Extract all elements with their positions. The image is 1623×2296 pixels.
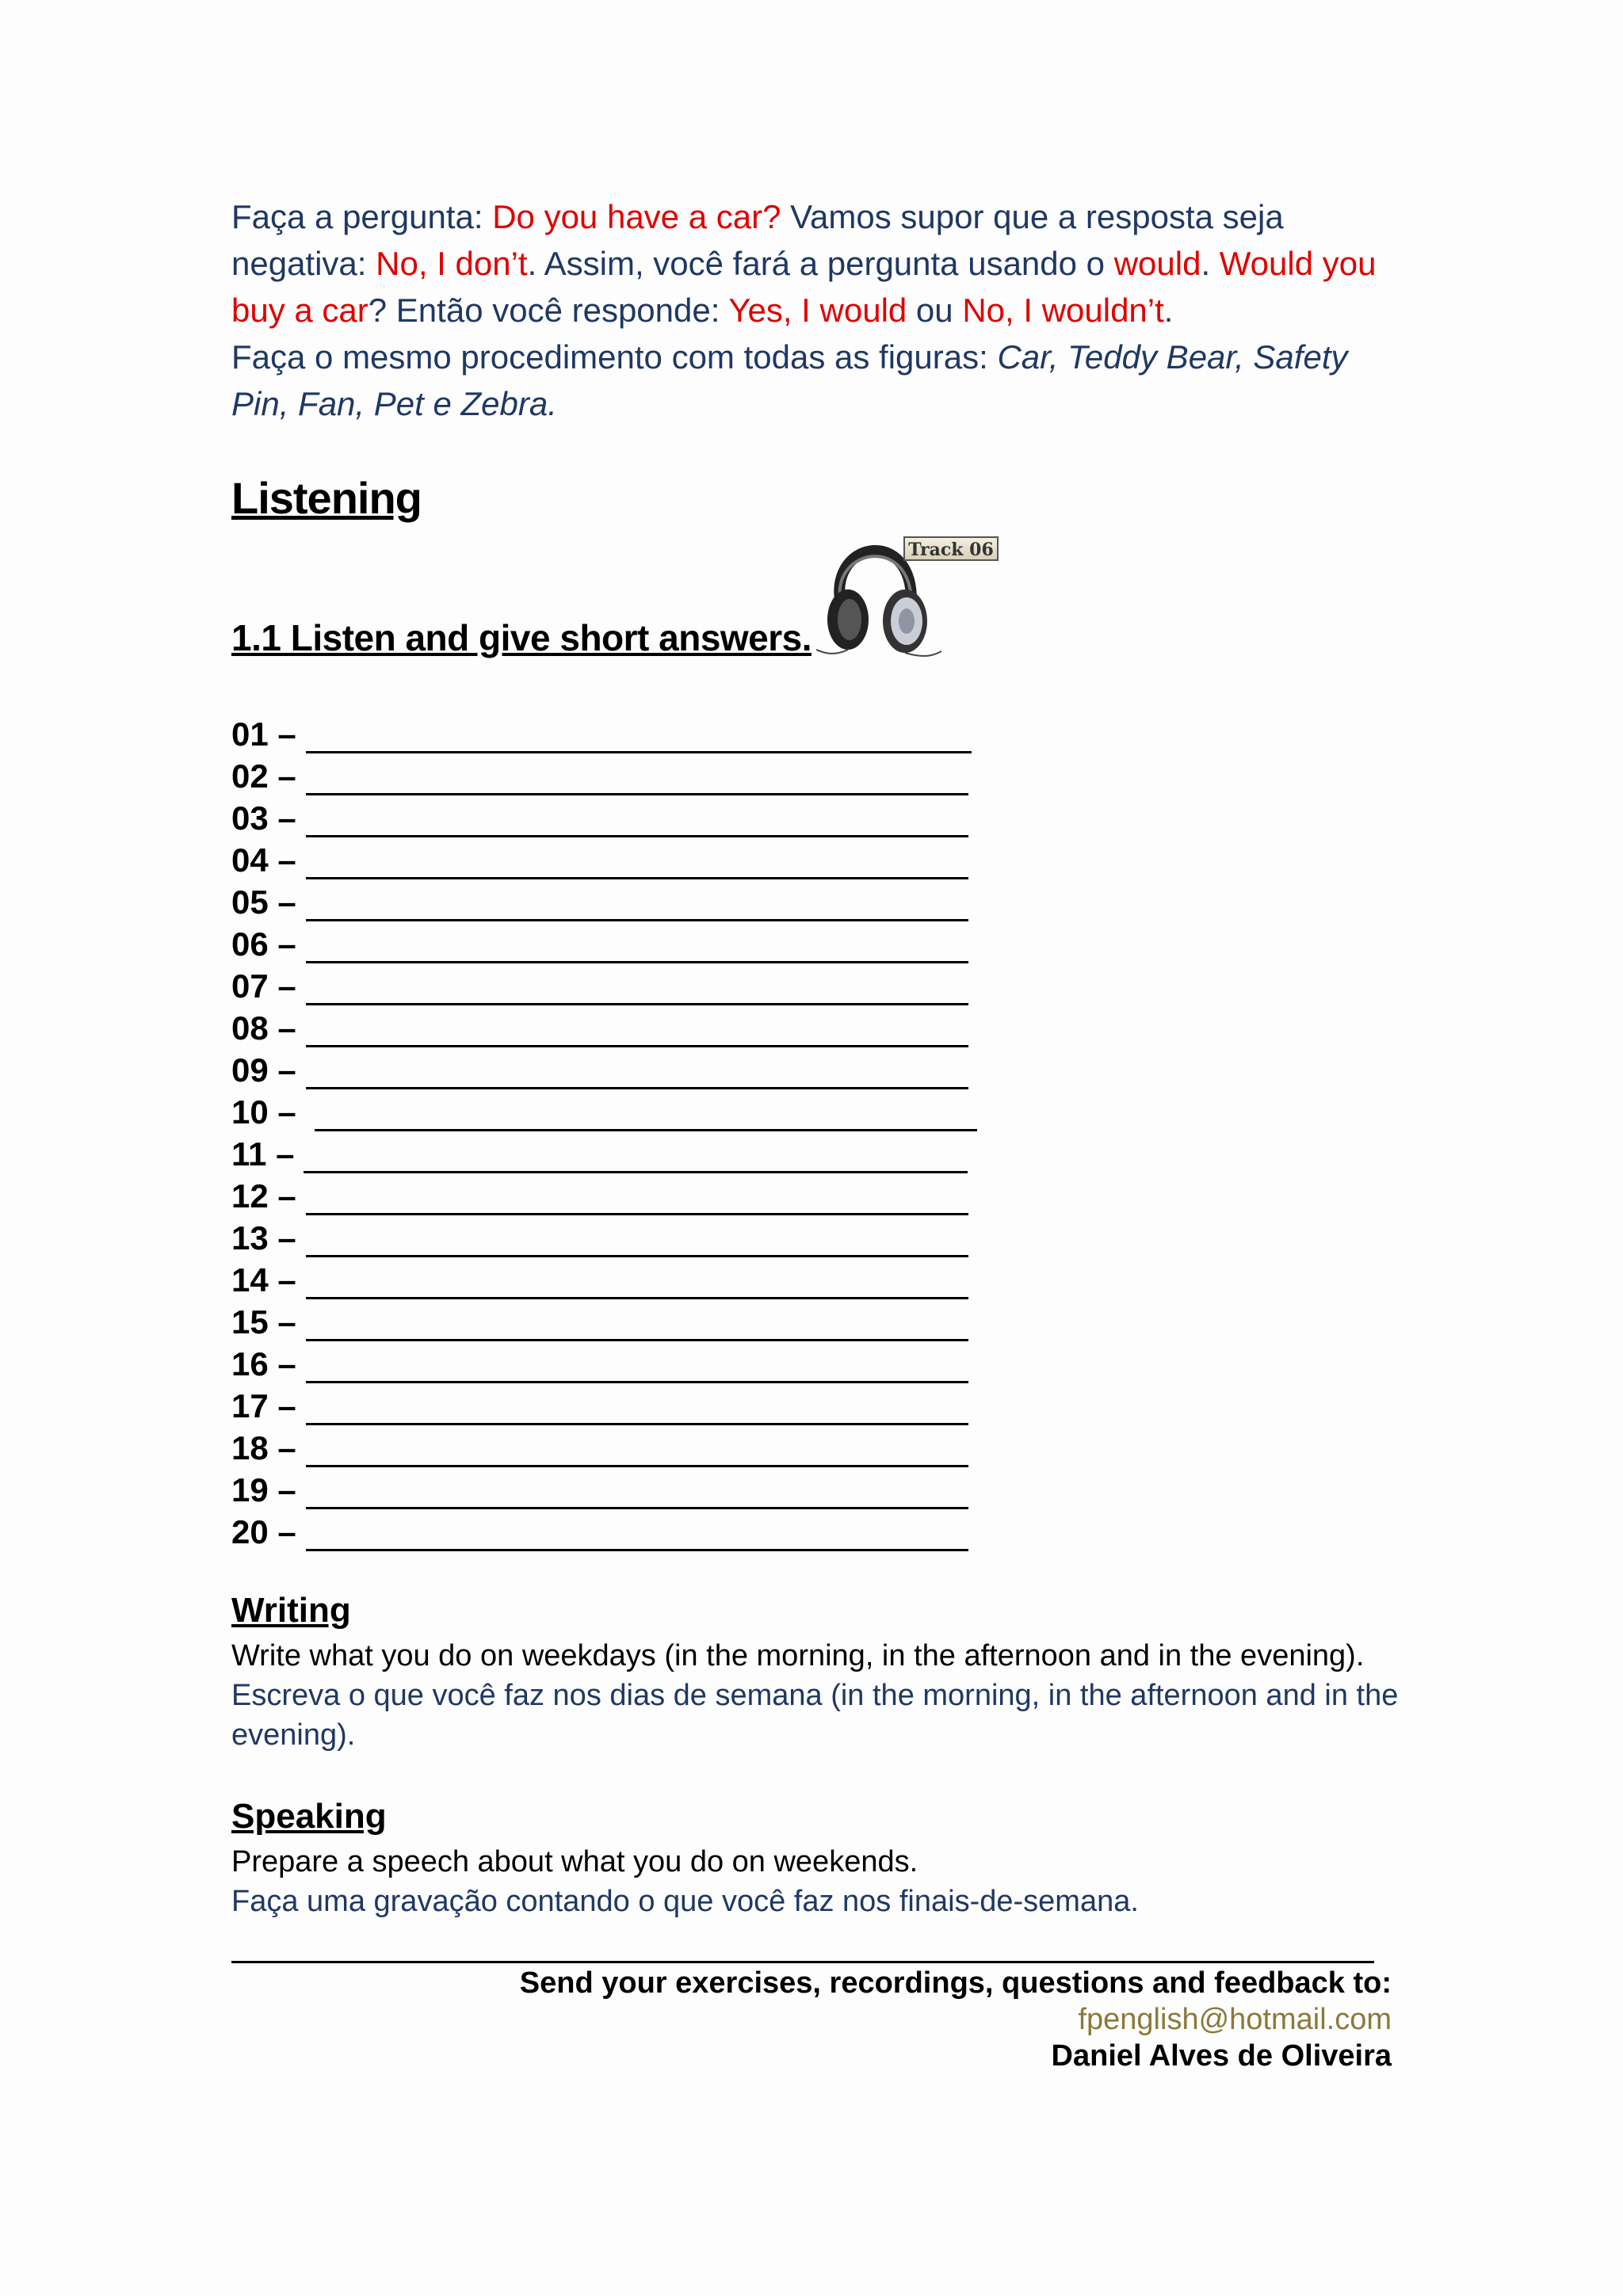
answer-number: 17 – — [231, 1387, 296, 1425]
answer-item — [231, 1467, 984, 1509]
section-heading-listening: Listening — [231, 473, 422, 523]
answer-list — [231, 711, 984, 1551]
answer-item — [231, 1299, 984, 1341]
answer-number: 09 – — [231, 1051, 296, 1089]
answer-blank[interactable] — [306, 1015, 968, 1047]
answer-number: 04 – — [231, 841, 296, 879]
answer-number: 08 – — [231, 1009, 296, 1047]
answer-blank[interactable] — [306, 1519, 968, 1551]
answer-blank[interactable] — [306, 1435, 968, 1467]
answer-item — [231, 1425, 984, 1467]
answer-number: 15 – — [231, 1303, 296, 1341]
answer-number: 02 – — [231, 757, 296, 795]
answer-number: 19 – — [231, 1471, 296, 1508]
answer-blank[interactable] — [306, 1351, 968, 1383]
exercise-title: 1.1 Listen and give short answers. — [231, 617, 812, 658]
answer-item — [231, 1257, 984, 1299]
instruction-text: ou — [907, 292, 963, 329]
writing-instruction-en: Write what you do on weekdays (in the morning, in the afternoon and in the evening). — [231, 1639, 1365, 1672]
instruction-text: ? Então você responde: — [368, 292, 729, 329]
answer-number: 03 – — [231, 799, 296, 837]
example-answer-yes: Yes, I would — [728, 292, 907, 329]
answer-blank[interactable] — [306, 1183, 968, 1215]
instruction-text: Faça o mesmo procedimento com todas as figuras: — [231, 338, 998, 376]
answer-item — [231, 921, 984, 963]
answer-number: 16 – — [231, 1345, 296, 1383]
answer-number: 01 – — [231, 715, 296, 753]
answer-item — [231, 1089, 984, 1131]
instruction-text: . — [1201, 245, 1220, 282]
answer-blank[interactable] — [306, 721, 972, 753]
answer-blank[interactable] — [306, 931, 968, 963]
instruction-text: . Assim, você fará a pergunta usando o — [527, 245, 1114, 282]
track-label: Track 06 — [903, 536, 999, 561]
answer-blank[interactable] — [315, 1099, 977, 1131]
answer-item — [231, 795, 984, 837]
answer-number: 10 – — [231, 1093, 306, 1131]
answer-number: 12 – — [231, 1177, 296, 1215]
instruction-text: Vamos supor que a resposta seja negativa: — [231, 198, 1284, 282]
answer-number: 06 – — [231, 925, 296, 963]
answer-blank[interactable] — [306, 1225, 968, 1257]
footer-author: Daniel Alves de Oliveira — [1051, 2039, 1392, 2073]
instruction-paragraph-2 — [231, 334, 1404, 427]
answer-item — [231, 1005, 984, 1047]
section-heading-writing: Writing — [231, 1591, 351, 1630]
answer-number: 11 – — [231, 1135, 295, 1173]
speaking-instruction-en: Prepare a speech about what you do on weekends. — [231, 1845, 918, 1878]
answer-number: 20 – — [231, 1513, 296, 1550]
answer-number: 18 – — [231, 1429, 296, 1466]
answer-item — [231, 1173, 984, 1215]
answer-item — [231, 753, 984, 795]
answer-item — [231, 1131, 984, 1173]
answer-number: 13 – — [231, 1219, 296, 1257]
answer-item — [231, 1509, 984, 1551]
writing-instruction-pt: Escreva o que você faz nos dias de semana (in the morning, in the afternoon and in the evening). — [231, 1679, 1399, 1752]
example-question: Do you have a car? — [492, 198, 781, 235]
answer-item — [231, 1215, 984, 1257]
footer-email-link[interactable]: fpenglish@hotmail.com — [1078, 2003, 1392, 2036]
answer-blank[interactable] — [306, 805, 968, 837]
answer-blank[interactable] — [306, 763, 968, 795]
section-heading-speaking: Speaking — [231, 1797, 387, 1836]
answer-blank[interactable] — [306, 1477, 968, 1509]
figure-list: Car, Teddy Bear, Safety Pin, Fan, Pet e Zebra. — [231, 338, 1348, 422]
answer-blank[interactable] — [306, 1057, 968, 1089]
instruction-paragraph-1 — [231, 193, 1404, 334]
instruction-text: . — [1163, 292, 1174, 329]
answer-item — [231, 963, 984, 1005]
answer-item — [231, 1341, 984, 1383]
answer-item — [231, 711, 984, 753]
answer-blank[interactable] — [306, 889, 968, 921]
answer-blank[interactable] — [306, 847, 968, 879]
instructions — [231, 193, 1404, 427]
answer-blank[interactable] — [306, 973, 968, 1005]
answer-number: 05 – — [231, 883, 296, 921]
speaking-instruction-pt: Faça uma gravação contando o que você faz nos finais-de-semana. — [231, 1885, 1139, 1918]
answer-item — [231, 837, 984, 879]
example-question-would: Would you buy a car — [231, 245, 1377, 329]
keyword-would: would — [1113, 245, 1201, 282]
answer-blank[interactable] — [306, 1309, 968, 1341]
answer-item — [231, 1047, 984, 1089]
answer-item — [231, 879, 984, 921]
footer — [520, 1965, 1392, 2074]
answer-blank[interactable] — [306, 1267, 968, 1299]
answer-number: 14 – — [231, 1261, 296, 1299]
instruction-text: Faça a pergunta: — [231, 198, 493, 235]
footer-send-text: Send your exercises, recordings, questions and feedback to: — [519, 1966, 1392, 2000]
example-answer: No, I don’t — [376, 245, 528, 282]
answer-number: 07 – — [231, 967, 296, 1005]
example-answer-no: No, I wouldn’t — [962, 292, 1164, 329]
answer-blank[interactable] — [304, 1141, 968, 1173]
answer-item — [231, 1383, 984, 1425]
answer-blank[interactable] — [306, 1393, 968, 1425]
footer-divider — [231, 1961, 1374, 1963]
